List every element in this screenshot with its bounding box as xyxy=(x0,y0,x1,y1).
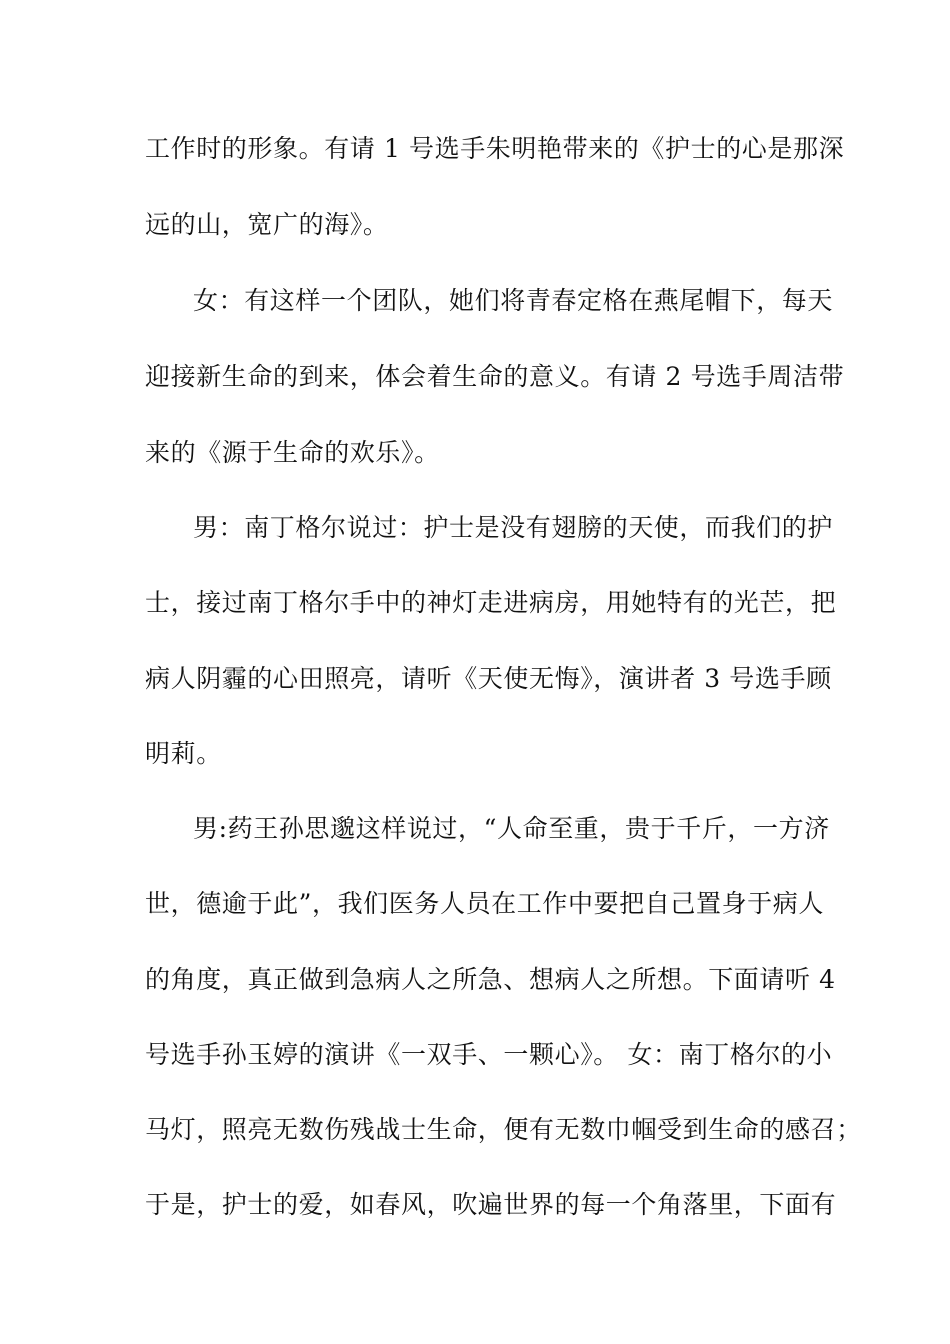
text-line: 的角度，真正做到急病人之所急、想病人之所想。下面请听 4 xyxy=(145,965,836,994)
text-line: 远的山，宽广的海》。 xyxy=(145,210,389,239)
text-line: 病人阴霾的心田照亮，请听《天使无悔》，演讲者 3 号选手顾 xyxy=(145,664,832,693)
text-line: 男：南丁格尔说过：护士是没有翅膀的天使，而我们的护 xyxy=(193,513,834,542)
text-line: 女：有这样一个团队，她们将青春定格在燕尾帽下，每天 xyxy=(193,286,834,315)
text-line: 男:药王孙思邈这样说过，“人命至重，贵于千斤，一方济 xyxy=(193,814,830,843)
text-line: 迎接新生命的到来，体会着生命的意义。有请 2 号选手周洁带 xyxy=(145,362,845,391)
text-line: 来的《源于生命的欢乐》。 xyxy=(145,438,440,467)
text-line: 于是，护士的爱，如春风，吹遍世界的每一个角落里，下面有 xyxy=(145,1190,837,1219)
text-line: 士，接过南丁格尔手中的神灯走进病房，用她特有的光芒，把 xyxy=(145,588,837,617)
text-line: 工作时的形象。有请 1 号选手朱明艳带来的《护士的心是那深 xyxy=(145,134,845,163)
text-line: 号选手孙玉婷的演讲《一双手、一颗心》。 女：南丁格尔的小 xyxy=(145,1040,833,1069)
text-line: 明莉。 xyxy=(145,739,222,768)
text-line: 马灯，照亮无数伤残战士生命，便有无数巾帼受到生命的感召； xyxy=(145,1115,862,1144)
text-line: 世，德逾于此”，我们医务人员在工作中要把自己置身于病人 xyxy=(145,889,824,918)
